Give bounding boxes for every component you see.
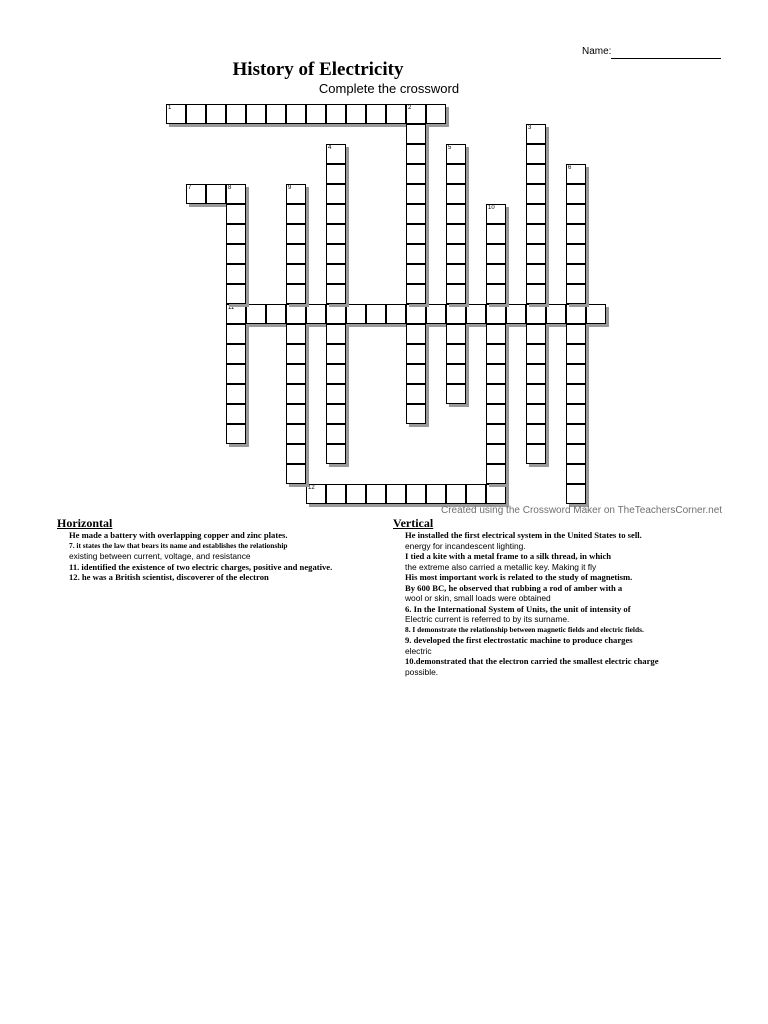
crossword-cell[interactable] bbox=[286, 284, 306, 304]
crossword-cell[interactable] bbox=[486, 444, 506, 464]
crossword-cell[interactable] bbox=[526, 204, 546, 224]
crossword-cell[interactable] bbox=[406, 244, 426, 264]
crossword-cell[interactable] bbox=[486, 404, 506, 424]
crossword-cell[interactable] bbox=[226, 204, 246, 224]
crossword-cell[interactable] bbox=[386, 484, 406, 504]
crossword-cell[interactable] bbox=[286, 204, 306, 224]
crossword-cell[interactable] bbox=[286, 344, 306, 364]
crossword-cell[interactable] bbox=[226, 184, 246, 204]
crossword-cell[interactable] bbox=[566, 364, 586, 384]
crossword-cell[interactable] bbox=[446, 304, 466, 324]
crossword-cell[interactable] bbox=[586, 304, 606, 324]
clue-number: 3 bbox=[528, 125, 532, 131]
crossword-cell[interactable] bbox=[446, 164, 466, 184]
crossword-cell[interactable] bbox=[526, 304, 546, 324]
crossword-cell[interactable] bbox=[486, 324, 506, 344]
crossword-cell[interactable] bbox=[226, 424, 246, 444]
crossword-cell[interactable] bbox=[566, 204, 586, 224]
crossword-cell[interactable] bbox=[566, 384, 586, 404]
crossword-cell[interactable] bbox=[566, 444, 586, 464]
clue-number: 12 bbox=[308, 485, 315, 491]
crossword-cell[interactable] bbox=[286, 384, 306, 404]
crossword-cell[interactable] bbox=[446, 224, 466, 244]
crossword-cell[interactable] bbox=[526, 404, 546, 424]
crossword-cell[interactable] bbox=[186, 104, 206, 124]
crossword-cell[interactable] bbox=[306, 484, 326, 504]
crossword-cell[interactable] bbox=[406, 344, 426, 364]
crossword-cell[interactable] bbox=[566, 164, 586, 184]
crossword-cell[interactable] bbox=[326, 344, 346, 364]
clue-number: 9 bbox=[288, 185, 292, 191]
crossword-cell[interactable] bbox=[286, 264, 306, 284]
horizontal-heading: Horizontal bbox=[57, 516, 113, 530]
crossword-cell[interactable] bbox=[346, 484, 366, 504]
crossword-cell[interactable] bbox=[526, 344, 546, 364]
crossword-cell[interactable] bbox=[406, 104, 426, 124]
vertical-clue-line: 8. I demonstrate the relationship between magnetic fields and electric fields. bbox=[405, 624, 644, 634]
crossword-cell[interactable] bbox=[266, 104, 286, 124]
crossword-cell[interactable] bbox=[526, 244, 546, 264]
vertical-clue-line: the extreme also carried a metallic key. Making it fly bbox=[405, 561, 597, 572]
vertical-clue-line: 6. In the International System of Units, the unit of intensity of bbox=[405, 603, 631, 614]
crossword-cell[interactable] bbox=[446, 204, 466, 224]
horizontal-clue-line: 11. identified the existence of two electric charges, positive and negative. bbox=[69, 561, 333, 572]
crossword-cell[interactable] bbox=[446, 264, 466, 284]
crossword-cell[interactable] bbox=[486, 484, 506, 504]
crossword-grid bbox=[0, 0, 768, 510]
crossword-cell[interactable] bbox=[226, 384, 246, 404]
vertical-clue-line: energy for incandescent lighting. bbox=[405, 540, 526, 551]
horizontal-clue-line: He made a battery with overlapping copper and zinc plates. bbox=[69, 530, 288, 540]
clue-number: 11 bbox=[228, 305, 235, 311]
crossword-cell[interactable] bbox=[566, 244, 586, 264]
vertical-clue-line: He installed the first electrical system in the United States to sell. bbox=[405, 530, 642, 540]
crossword-cell[interactable] bbox=[286, 224, 306, 244]
crossword-cell[interactable] bbox=[526, 124, 546, 144]
crossword-cell[interactable] bbox=[526, 164, 546, 184]
clue-number: 6 bbox=[568, 165, 572, 171]
crossword-cell[interactable] bbox=[406, 284, 426, 304]
crossword-cell[interactable] bbox=[406, 164, 426, 184]
crossword-cell[interactable] bbox=[306, 304, 326, 324]
crossword-cell[interactable] bbox=[306, 104, 326, 124]
crossword-cell[interactable] bbox=[206, 104, 226, 124]
crossword-cell[interactable] bbox=[566, 464, 586, 484]
crossword-cell[interactable] bbox=[486, 344, 506, 364]
crossword-cell[interactable] bbox=[526, 264, 546, 284]
crossword-cell[interactable] bbox=[286, 464, 306, 484]
crossword-cell[interactable] bbox=[566, 344, 586, 364]
crossword-cell[interactable] bbox=[286, 304, 306, 324]
crossword-cell[interactable] bbox=[406, 124, 426, 144]
page-subtitle: Complete the crossword bbox=[318, 81, 460, 96]
crossword-cell[interactable] bbox=[366, 484, 386, 504]
crossword-cell[interactable] bbox=[326, 324, 346, 344]
clue-number: 10 bbox=[488, 205, 495, 211]
crossword-cell[interactable] bbox=[326, 304, 346, 324]
crossword-cell[interactable] bbox=[326, 184, 346, 204]
crossword-cell[interactable] bbox=[366, 104, 386, 124]
crossword-cell[interactable] bbox=[566, 424, 586, 444]
crossword-cell[interactable] bbox=[206, 184, 226, 204]
vertical-clue-line: electric bbox=[405, 645, 432, 656]
crossword-cell[interactable] bbox=[226, 284, 246, 304]
crossword-cell[interactable] bbox=[526, 424, 546, 444]
crossword-cell[interactable] bbox=[286, 364, 306, 384]
crossword-cell[interactable] bbox=[426, 104, 446, 124]
vertical-clue-line: possible. bbox=[405, 666, 439, 677]
crossword-cell[interactable] bbox=[566, 224, 586, 244]
clue-number: 8 bbox=[228, 185, 232, 191]
crossword-cell[interactable] bbox=[226, 324, 246, 344]
crossword-cell[interactable] bbox=[286, 404, 306, 424]
crossword-cell[interactable] bbox=[526, 324, 546, 344]
crossword-cell[interactable] bbox=[366, 304, 386, 324]
crossword-cell[interactable] bbox=[406, 224, 426, 244]
crossword-cell[interactable] bbox=[486, 304, 506, 324]
credit-line: Created using the Crossword Maker on TheTeachersCorner.net bbox=[441, 505, 723, 516]
crossword-cell[interactable] bbox=[566, 484, 586, 504]
crossword-cell[interactable] bbox=[446, 144, 466, 164]
crossword-cell[interactable] bbox=[526, 384, 546, 404]
crossword-cell[interactable] bbox=[526, 444, 546, 464]
crossword-cell[interactable] bbox=[326, 164, 346, 184]
crossword-cell[interactable] bbox=[566, 284, 586, 304]
crossword-cell[interactable] bbox=[226, 304, 246, 324]
crossword-cell[interactable] bbox=[286, 104, 306, 124]
vertical-clue-line: 9. developed the first electrostatic machine to produce charges bbox=[405, 635, 633, 645]
crossword-cell[interactable] bbox=[426, 304, 446, 324]
crossword-cell[interactable] bbox=[486, 424, 506, 444]
crossword-cell[interactable] bbox=[446, 364, 466, 384]
crossword-cell[interactable] bbox=[486, 244, 506, 264]
crossword-cell[interactable] bbox=[466, 304, 486, 324]
clue-number: 1 bbox=[168, 105, 172, 111]
clue-number: 7 bbox=[188, 185, 192, 191]
crossword-cell[interactable] bbox=[406, 184, 426, 204]
crossword-cell[interactable] bbox=[286, 184, 306, 204]
crossword-cell[interactable] bbox=[286, 424, 306, 444]
crossword-cell[interactable] bbox=[446, 244, 466, 264]
crossword-cell[interactable] bbox=[406, 324, 426, 344]
crossword-cell[interactable] bbox=[326, 144, 346, 164]
crossword-cell[interactable] bbox=[226, 104, 246, 124]
crossword-cell[interactable] bbox=[326, 104, 346, 124]
crossword-cell[interactable] bbox=[566, 404, 586, 424]
vertical-clue-line: His most important work is related to the study of magnetism. bbox=[405, 572, 633, 582]
crossword-cell[interactable] bbox=[246, 304, 266, 324]
crossword-cell[interactable] bbox=[526, 284, 546, 304]
page-title: History of Electricity bbox=[232, 59, 404, 80]
crossword-cell[interactable] bbox=[186, 184, 206, 204]
clue-number: 2 bbox=[408, 105, 412, 111]
crossword-cell[interactable] bbox=[246, 104, 266, 124]
horizontal-clue-list bbox=[69, 530, 332, 583]
crossword-cell[interactable] bbox=[406, 264, 426, 284]
crossword-cell[interactable] bbox=[486, 464, 506, 484]
crossword-cell[interactable] bbox=[326, 484, 346, 504]
crossword-cell[interactable] bbox=[266, 304, 286, 324]
crossword-cell[interactable] bbox=[326, 264, 346, 284]
crossword-cell[interactable] bbox=[406, 204, 426, 224]
crossword-cell[interactable] bbox=[326, 384, 346, 404]
crossword-cell[interactable] bbox=[446, 484, 466, 504]
horizontal-clue-line: 7. it states the law that bears its name and establishes the relationship bbox=[69, 540, 288, 550]
crossword-cell[interactable] bbox=[286, 244, 306, 264]
crossword-cell[interactable] bbox=[326, 224, 346, 244]
vertical-clue-line: By 600 BC, he observed that rubbing a rod of amber with a bbox=[405, 582, 623, 593]
crossword-cell[interactable] bbox=[486, 284, 506, 304]
crossword-cell[interactable] bbox=[566, 264, 586, 284]
crossword-cell[interactable] bbox=[346, 104, 366, 124]
vertical-clue-list bbox=[405, 530, 659, 677]
vertical-clue-line: I tied a kite with a metal frame to a silk thread, in which bbox=[405, 551, 612, 561]
name-label: Name: bbox=[582, 46, 612, 57]
crossword-cell[interactable] bbox=[406, 404, 426, 424]
vertical-clue-line: Electric current is referred to by its surname. bbox=[405, 614, 570, 624]
horizontal-clue-line: existing between current, voltage, and resistance bbox=[69, 551, 251, 561]
crossword-cell[interactable] bbox=[566, 304, 586, 324]
crossword-cell[interactable] bbox=[406, 144, 426, 164]
vertical-clue-line: wool or skin, small loads were obtained bbox=[405, 593, 551, 603]
crossword-cell[interactable] bbox=[326, 364, 346, 384]
crossword-cell[interactable] bbox=[546, 304, 566, 324]
crossword-cell[interactable] bbox=[326, 204, 346, 224]
crossword-cell[interactable] bbox=[446, 184, 466, 204]
crossword-cell[interactable] bbox=[566, 184, 586, 204]
crossword-cell[interactable] bbox=[226, 344, 246, 364]
crossword-cell[interactable] bbox=[406, 364, 426, 384]
crossword-cell[interactable] bbox=[226, 364, 246, 384]
crossword-cell[interactable] bbox=[326, 284, 346, 304]
crossword-cell[interactable] bbox=[486, 224, 506, 244]
vertical-clue-line: 10.demonstrated that the electron carried the smallest electric charge bbox=[405, 656, 659, 666]
crossword-cell[interactable] bbox=[226, 244, 246, 264]
crossword-cell[interactable] bbox=[406, 484, 426, 504]
clue-number: 4 bbox=[328, 145, 332, 151]
crossword-cell[interactable] bbox=[446, 284, 466, 304]
vertical-heading: Vertical bbox=[393, 516, 434, 530]
crossword-cell[interactable] bbox=[406, 384, 426, 404]
crossword-cell[interactable] bbox=[386, 304, 406, 324]
crossword-cell[interactable] bbox=[226, 404, 246, 424]
crossword-cell[interactable] bbox=[486, 384, 506, 404]
crossword-cell[interactable] bbox=[426, 484, 446, 504]
crossword-cell[interactable] bbox=[406, 304, 426, 324]
clue-number: 5 bbox=[448, 145, 452, 151]
crossword-cell[interactable] bbox=[486, 264, 506, 284]
crossword-cell[interactable] bbox=[566, 324, 586, 344]
crossword-cell[interactable] bbox=[286, 324, 306, 344]
crossword-cell[interactable] bbox=[526, 364, 546, 384]
crossword-cell[interactable] bbox=[286, 444, 306, 464]
crossword-cell[interactable] bbox=[486, 364, 506, 384]
crossword-cell[interactable] bbox=[486, 204, 506, 224]
crossword-cell[interactable] bbox=[226, 224, 246, 244]
horizontal-clue-line: 12. he was a British scientist, discoverer of the electron bbox=[69, 572, 269, 582]
crossword-cell[interactable] bbox=[166, 104, 186, 124]
crossword-cell[interactable] bbox=[386, 104, 406, 124]
crossword-cell[interactable] bbox=[326, 424, 346, 444]
crossword-cell[interactable] bbox=[326, 244, 346, 264]
crossword-cell[interactable] bbox=[526, 184, 546, 204]
crossword-cell[interactable] bbox=[326, 404, 346, 424]
crossword-cell[interactable] bbox=[526, 144, 546, 164]
crossword-cell[interactable] bbox=[526, 224, 546, 244]
crossword-cell[interactable] bbox=[226, 264, 246, 284]
crossword-cell[interactable] bbox=[506, 304, 526, 324]
crossword-cell[interactable] bbox=[446, 384, 466, 404]
crossword-cell[interactable] bbox=[446, 324, 466, 344]
crossword-cell[interactable] bbox=[466, 484, 486, 504]
crossword-cell[interactable] bbox=[446, 344, 466, 364]
crossword-cell[interactable] bbox=[326, 444, 346, 464]
crossword-cell[interactable] bbox=[346, 304, 366, 324]
